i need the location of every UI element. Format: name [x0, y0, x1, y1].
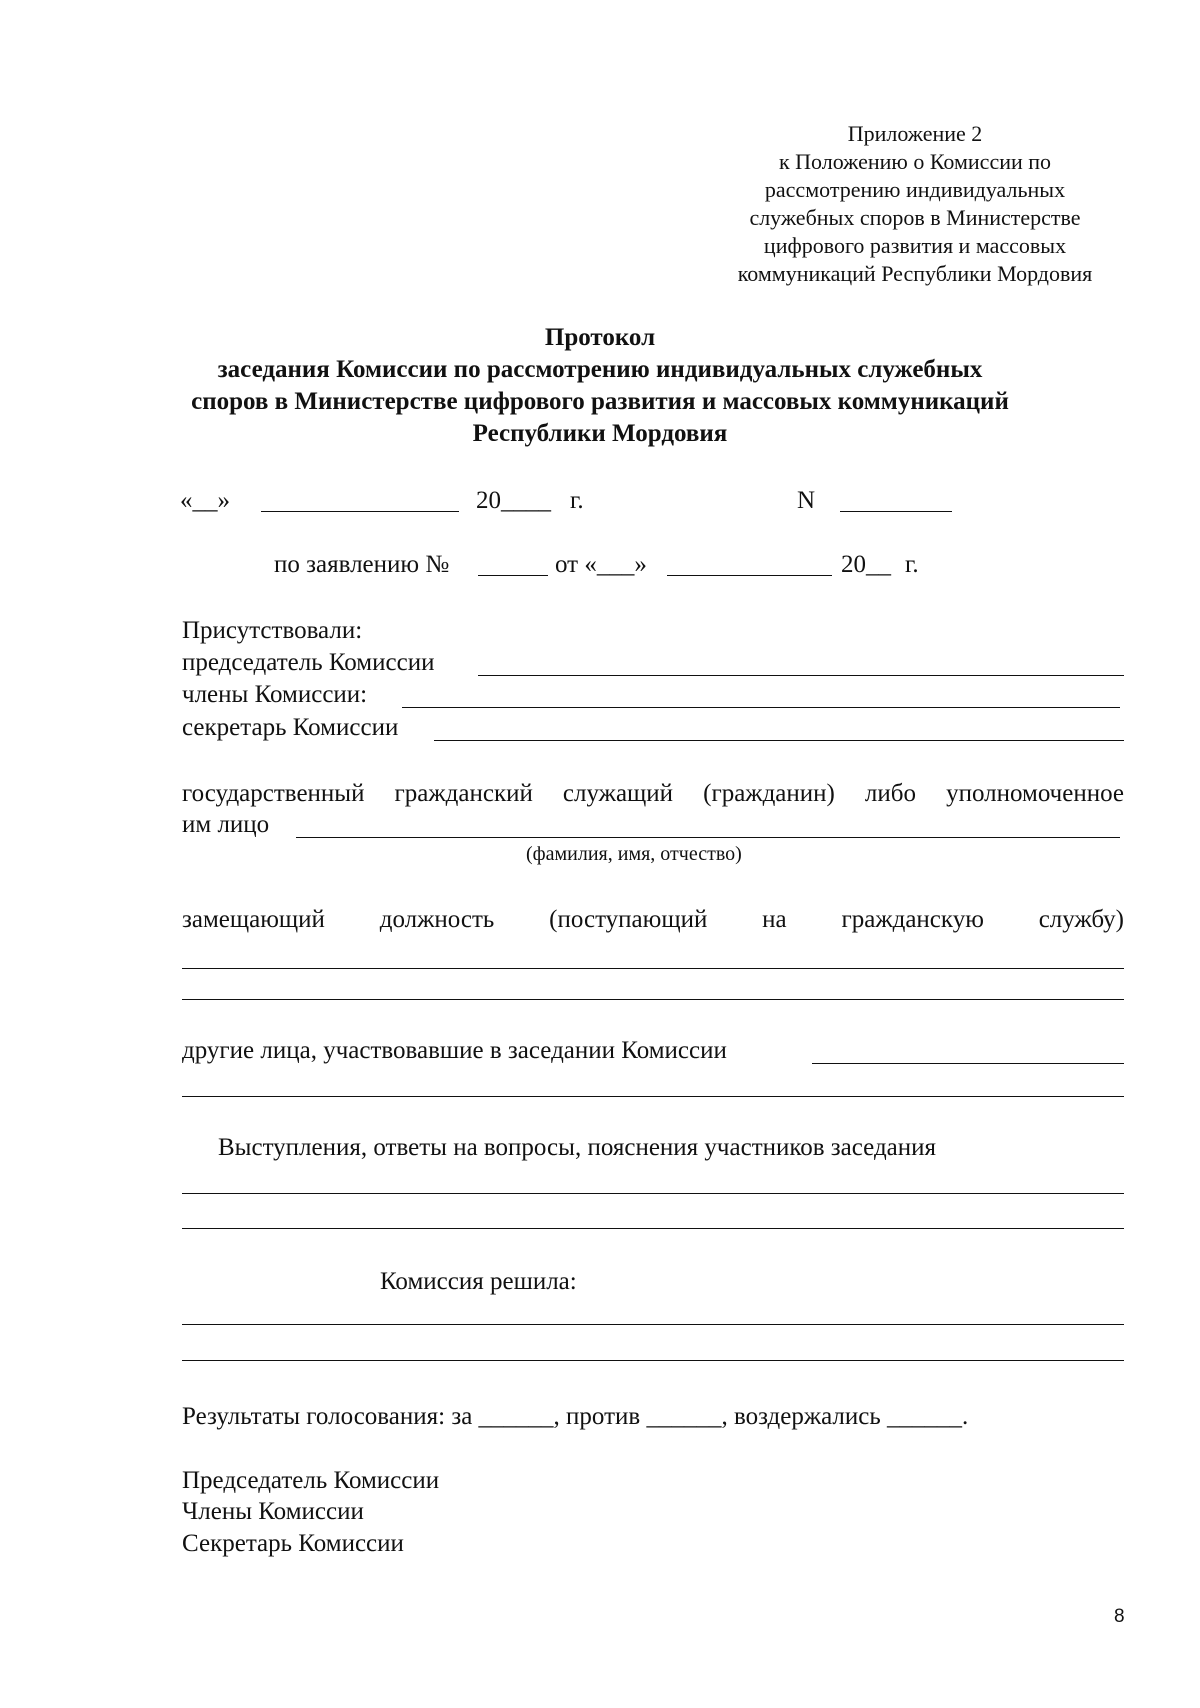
appendix-line: коммуникаций Республики Мордовия	[737, 261, 1093, 286]
date-year-suffix: г.	[570, 487, 584, 514]
decision-blank-2[interactable]	[182, 1360, 1124, 1361]
others-blank-2[interactable]	[182, 1096, 1124, 1097]
speeches-label: Выступления, ответы на вопросы, пояснения участников заседания	[218, 1134, 937, 1161]
position-line	[182, 905, 1124, 935]
voting-for-blank[interactable]: ______	[478, 1403, 554, 1430]
servant-name-blank[interactable]	[296, 837, 1120, 838]
voting-line	[182, 1402, 968, 1432]
position-word: замещающий	[182, 906, 325, 933]
position-word: на	[762, 906, 787, 933]
present-heading: Присутствовали:	[182, 617, 363, 644]
date-month-blank[interactable]	[261, 511, 459, 512]
document-title	[160, 322, 1040, 450]
present-secretary-label: секретарь Комиссии	[182, 714, 399, 741]
present-chairman-label: председатель Комиссии	[182, 649, 435, 676]
voting-against-blank[interactable]: ______	[646, 1403, 722, 1430]
position-word: (поступающий	[549, 906, 708, 933]
position-word: должность	[379, 906, 495, 933]
appendix-line: цифрового развития и массовых	[763, 233, 1067, 258]
members-blank[interactable]	[402, 707, 1120, 708]
chairman-blank[interactable]	[478, 675, 1124, 676]
decision-blank-1[interactable]	[182, 1324, 1124, 1325]
application-from: от «___»	[555, 551, 647, 578]
decision-label: Комиссия решила:	[380, 1268, 577, 1295]
number-label: N	[797, 487, 816, 514]
appendix-header	[700, 120, 1130, 288]
position-blank-1[interactable]	[182, 968, 1124, 969]
application-month-blank[interactable]	[667, 575, 832, 576]
page-number: 8	[1114, 1606, 1125, 1627]
number-blank[interactable]	[840, 511, 952, 512]
voting-abstained-label: , воздержались	[721, 1403, 881, 1430]
servant-line-2: им лицо	[182, 811, 270, 838]
signature-secretary: Секретарь Комиссии	[182, 1530, 404, 1557]
signature-members: Члены Комиссии	[182, 1498, 364, 1525]
speeches-blank-2[interactable]	[182, 1228, 1124, 1229]
appendix-line: служебных споров в Министерстве	[749, 205, 1081, 230]
servant-line-1: государственный гражданский служащий (гражданин) либо уполномоченное	[182, 780, 1124, 807]
others-label: другие лица, участвовавшие в заседании Комиссии	[182, 1037, 727, 1064]
application-year-suffix: г.	[905, 551, 919, 578]
application-label: по заявлению №	[274, 551, 450, 578]
appendix-line: Приложение 2	[847, 121, 983, 146]
title-line: Республики Мордовия	[472, 420, 728, 447]
appendix-line: к Положению о Комиссии по	[778, 149, 1052, 174]
position-word: гражданскую	[841, 906, 984, 933]
secretary-blank[interactable]	[434, 740, 1124, 741]
signature-chairman: Председатель Комиссии	[182, 1467, 440, 1494]
date-quotes: «__»	[180, 487, 230, 514]
appendix-line: рассмотрению индивидуальных	[764, 177, 1066, 202]
position-word: службу)	[1038, 906, 1124, 933]
title-heading: Протокол	[544, 324, 656, 351]
date-year: 20____	[476, 487, 551, 514]
voting-against-label: , против	[553, 1403, 641, 1430]
voting-abstained-blank[interactable]: ______	[887, 1403, 963, 1430]
speeches-blank-1[interactable]	[182, 1193, 1124, 1194]
position-blank-2[interactable]	[182, 999, 1124, 1000]
voting-end: .	[962, 1403, 969, 1430]
present-members-label: члены Комиссии:	[182, 681, 368, 708]
servant-caption: (фамилия, имя, отчество)	[526, 843, 742, 865]
application-year: 20__	[841, 551, 891, 578]
application-number-blank[interactable]	[478, 575, 548, 576]
title-line: споров в Министерстве цифрового развития и массовых коммуникаций	[191, 388, 1009, 415]
others-blank-1[interactable]	[812, 1063, 1124, 1064]
title-line: заседания Комиссии по рассмотрению индивидуальных служебных	[217, 356, 983, 383]
voting-label: Результаты голосования: за	[182, 1403, 473, 1430]
